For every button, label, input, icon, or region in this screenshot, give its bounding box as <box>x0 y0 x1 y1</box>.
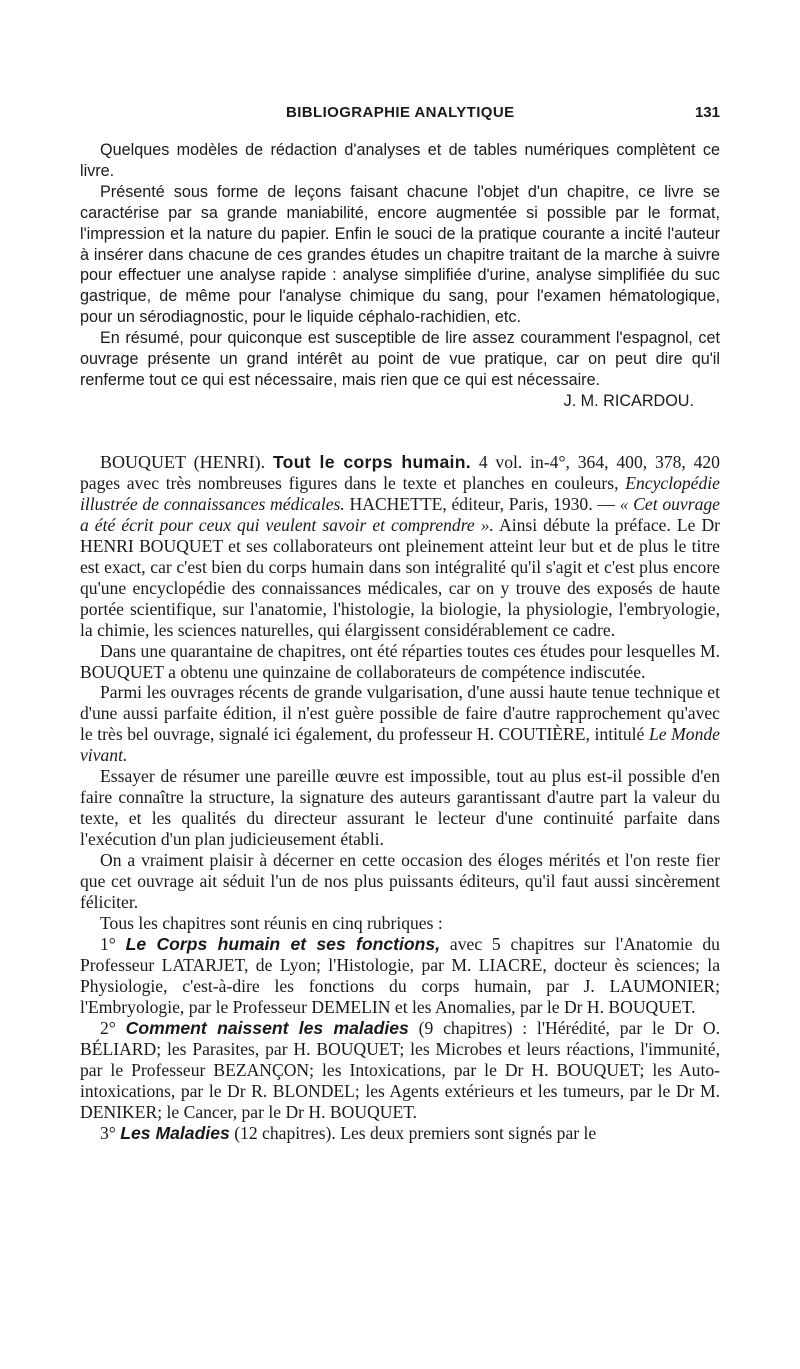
rubric-1-title: Le Corps humain et ses fonctions, <box>125 933 441 954</box>
review2-paragraph-3 <box>80 682 720 766</box>
book-publisher: HACHETTE, éditeur, Paris, 1930. — <box>349 493 615 514</box>
rubric-3 <box>80 1123 720 1144</box>
review2-paragraph-1-rest: Ainsi débute la préface. Le Dr HENRI BOUQUET et ses collaborateurs ont pleinement atteint leur but et de plus le titre est exact, car c'est bien du corps humain dans son intégralité qu'il s'agit et c'est plus encore qu'une encyclopédie des connaissances médicales, car on y trouve des exposés de haute portée scientifique, sur l'anatomie, l'histologie, la biologie, la physiologie, l'embryologie, la chimie, les sciences naturelles, qui élargissent considérablement ce cadre. <box>80 514 721 640</box>
review1-paragraph-3: En résumé, pour quiconque est susceptible de lire assez couramment l'espagnol, cet ouvrage présente un grand intérêt au point de vue pratique, car on peut dire qu'il renferme tout ce qui est nécessaire, mais rien que ce qui est nécessaire. <box>80 329 720 389</box>
page-number: 131 <box>694 104 720 121</box>
rubric-3-text: (12 chapitres). Les deux premiers sont signés par le <box>234 1122 597 1143</box>
review-ricardou <box>80 140 720 412</box>
review2-paragraph-1 <box>80 452 720 641</box>
review2-paragraph-2: Dans une quarantaine de chapitres, ont été réparties toutes ces études pour lesquelles M. BOUQUET a obtenu une quinzaine de collaborateurs de compétence indiscutée. <box>80 640 720 682</box>
rubric-2 <box>80 1018 720 1123</box>
signature-line <box>80 391 720 412</box>
preface-quote: « Cet ouvrage a été écrit pour ceux qui veulent savoir et comprendre ». <box>80 493 720 535</box>
review2-paragraph-4: Essayer de résumer une pareille œuvre est impossible, tout au plus est-il possible d'en faire connaître la structure, la signature des auteurs garantissant d'autre part la valeur du texte, et les qualités du directeur assurant le lecteur d'une continuité parfaite dans l'exécution d'un plan judicieusement établi. <box>80 766 720 850</box>
rubric-3-title: Les Maladies <box>120 1122 230 1143</box>
rubric-1 <box>80 934 720 1018</box>
review2-paragraph-6: Tous les chapitres sont réunis en cinq rubriques : <box>100 912 443 933</box>
rubric-3-number: 3° <box>100 1122 116 1143</box>
running-title: BIBLIOGRAPHIE ANALYTIQUE <box>286 104 515 121</box>
review2-paragraph-3-text: Parmi les ouvrages récents de grande vulgarisation, d'une aussi haute tenue technique et d'une aussi parfaite édition, il n'est guère possible de faire d'autre rapprochement qu'avec le très bel ouvrage, signalé ici également, du professeur H. COUTIÈRE, intitulé <box>80 682 720 745</box>
review1-paragraph-1: Quelques modèles de rédaction d'analyses et de tables numériques complètent ce livre. <box>80 141 720 180</box>
book-author: BOUQUET (HENRI). <box>100 452 266 472</box>
review-bouquet <box>80 452 720 1143</box>
rubric-2-text: (9 chapitres) : l'Hérédité, par le Dr O. BÉLIARD; les Parasites, par H. BOUQUET; les Microbes et leurs réactions, l'immunité, par le Professeur BEZANÇON; les Intoxications, par le Dr H. BOUQUET; les Auto-intoxications, par le Dr R. BLONDEL; les Agents extérieurs et les tumeurs, par le Dr M. DENIKER; le Cancer, par le Dr H. BOUQUET. <box>80 1017 720 1122</box>
review1-paragraph-2: Présenté sous forme de leçons faisant chacune l'objet d'un chapitre, ce livre se caractérise par sa grande maniabilité, encore augmentée si possible par le format, l'impression et la nature du papier. Enfin le souci de la pratique courante a incité l'auteur à insérer dans chacune de ces grandes études un chapitre traitant de la marche à suivre pour effectuer une analyse rapide : analyse simplifiée d'urine, analyse simplifiée du suc gastrique, de même pour l'analyse chimique du sang, pour l'examen hématologique, pour un sérodiagnostic, pour le liquide céphalo-rachidien, etc. <box>80 182 720 327</box>
cited-work-title: Le Monde vivant. <box>80 724 720 766</box>
book-details: 4 vol. in-4°, 364, 400, 378, 420 pages avec très nombreuses figures dans le texte et planches en couleurs, <box>80 452 720 493</box>
running-head <box>80 104 720 124</box>
book-title: Tout le corps humain. <box>272 452 471 472</box>
reviewer-signature: J. M. RICARDOU. <box>563 391 694 410</box>
rubric-1-number: 1° <box>100 933 116 954</box>
rubric-2-number: 2° <box>100 1017 116 1038</box>
book-series: Encyclopédie illustrée de connaissances médicales. <box>80 472 720 514</box>
review2-paragraph-5: On a vraiment plaisir à décerner en cette occasion des éloges mérités et l'on reste fier que cet ouvrage ait séduit l'un de nos plus puissants éditeurs, qu'il faut aussi sincèrement féliciter. <box>80 850 720 913</box>
rubric-2-title: Comment naissent les maladies <box>125 1017 409 1038</box>
rubric-1-text: avec 5 chapitres sur l'Anatomie du Professeur LATARJET, de Lyon; l'Histologie, par M. LIACRE, docteur ès sciences; la Physiologie, c'est-à-dire les fonctions du corps humain, par J. LAUMONIER; l'Embryologie, par le Professeur DEMELIN et les Anomalies, par le Dr H. BOUQUET. <box>80 933 720 1017</box>
